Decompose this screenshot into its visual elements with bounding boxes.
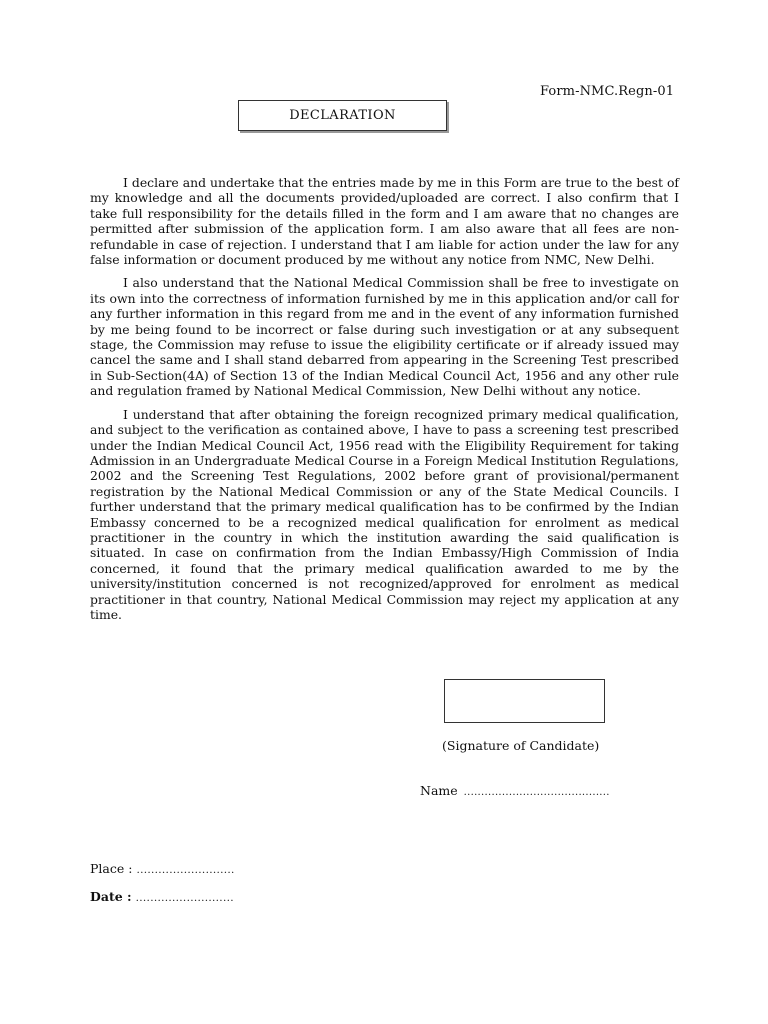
name-field[interactable] (420, 783, 610, 798)
paragraph-2: I also understand that the National Medical Commission shall be free to investigate on its own into the correctness of information furnished by me in this application and/or call for any further information in this regard from me and in the event of any information furnished by me being found to be incorrect or false during such investigation or at any subsequent stage, the Commission may refuse to issue the eligibility certificate or if already issued may cancel the same and I shall stand debarred from appearing in the Screening Test prescribed in Sub-Section(4A) of Section 13 of the Indian Medical Council Act, 1956 and any other rule and regulation framed by National Medical Commission, New Delhi without any notice. (90, 275, 679, 399)
paragraph-3: I understand that after obtaining the foreign recognized primary medical qualification, and subject to the verification as contained above, I have to pass a screening test prescribed under the Indian Medical Council Act, 1956 read with the Eligibility Requirement for taking Admission in an Undergraduate Medical Course in a Foreign Medical Institution Regulations, 2002 and the Screening Test Regulations, 2002 before grant of provisional/permanent registration by the National Medical Commission or any of the State Medical Councils. I further understand that the primary medical qualification has to be confirmed by the Indian Embassy concerned to be a recognized medical qualification for enrolment as medical practitioner in the country in which the institution awarding the said qualification is situated. In case on confirmation from the Indian Embassy/High Commission of India concerned, it found that the primary medical qualification awarded to me by the university/institution concerned is not recognized/approved for enrolment as medical practitioner in that country, National Medical Commission may reject my application at any time. (90, 406, 679, 622)
declaration-body (90, 175, 679, 630)
signature-box[interactable] (444, 679, 605, 723)
name-label: Name (420, 783, 458, 798)
date-dots: ........................... (135, 892, 234, 904)
signature-caption: (Signature of Candidate) (442, 738, 600, 753)
declaration-heading: DECLARATION (289, 108, 396, 123)
form-id: Form-NMC.Regn-01 (540, 84, 675, 99)
declaration-heading-box (238, 100, 447, 131)
paragraph-1: I declare and undertake that the entries made by me in this Form are true to the best of my knowledge and all the documents provided/uploaded are correct. I also confirm that I take full responsibility for the details filled in the form and I am aware that no changes are permitted after submission of the application form. I am also aware that all fees are non-refundable in case of rejection. I understand that I am liable for action under the law for any false information or document produced by me without any notice from NMC, New Delhi. (90, 175, 679, 268)
date-label: Date : (90, 889, 132, 904)
place-dots: ........................... (136, 864, 235, 876)
name-dots: .......................................... (463, 787, 610, 798)
place-field[interactable] (90, 861, 235, 876)
place-label: Place : (90, 861, 133, 876)
date-field[interactable] (90, 889, 234, 904)
